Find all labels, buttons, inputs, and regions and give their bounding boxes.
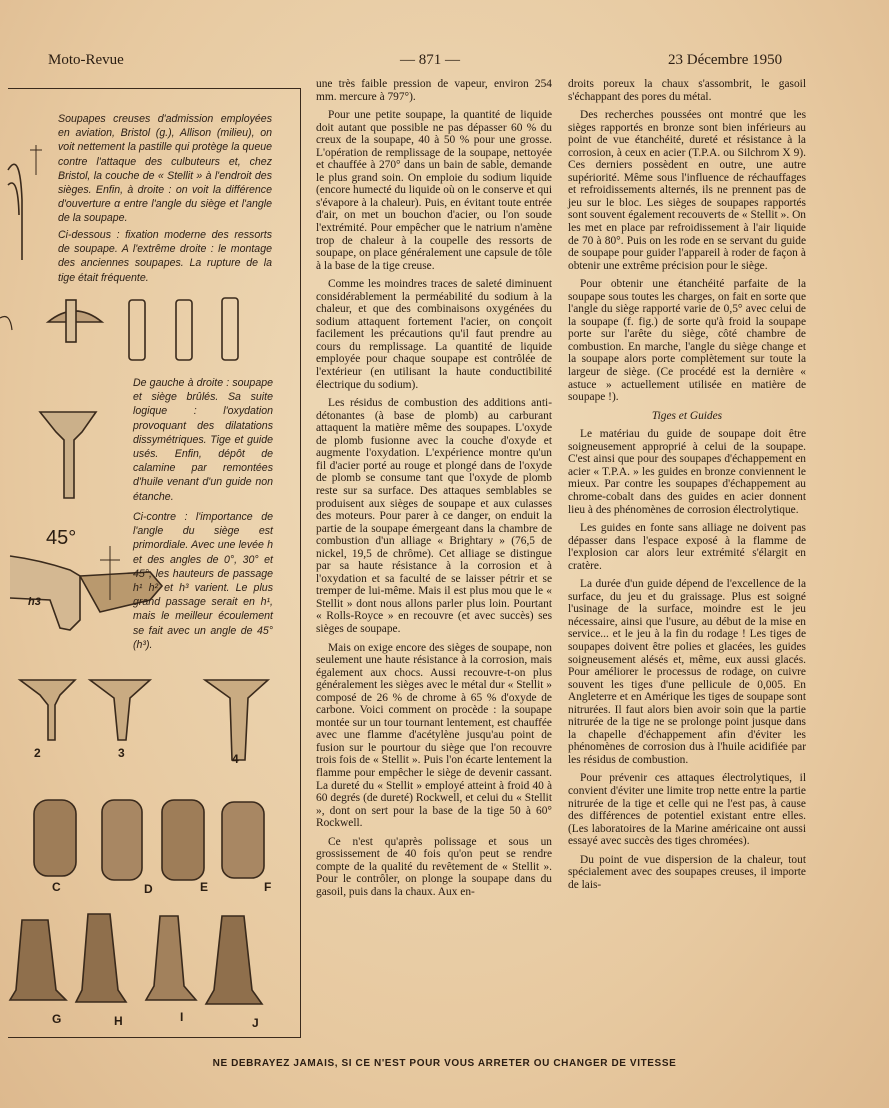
- fig-label-2: 2: [34, 746, 41, 760]
- fig-label-d: D: [144, 882, 153, 896]
- caption-spring-fixing: Ci-dessous : fixation moderne des ressorts de soupape. A l'extrême droite : le montage des anciennes soupapes. La rupture de la tige était fréquente.: [58, 229, 272, 284]
- fig-label-g: G: [52, 1012, 62, 1026]
- paragraph: Les guides en fonte sans alliage ne doivent pas dépasser dans l'espace exposé à la flamme de l'explosion car alors leur extrémité s'élargit en cratère.: [568, 522, 806, 572]
- paragraph: Ce n'est qu'après polissage et sous un grossissement de 40 fois qu'on peut se rendre compte de la qualité du revêtement de « Stellit ». Pour le contrôler, on plonge la soupape dans du gasoil, puis dans la chaux. Aux en-: [316, 835, 552, 898]
- journal-title: Moto-Revue: [48, 52, 124, 68]
- fig-label-i: I: [180, 1010, 184, 1024]
- fig-label-c: C: [52, 880, 61, 894]
- article-column-right: [568, 78, 806, 897]
- paragraph: Les résidus de combustion des additions anti-détonantes (à base de plomb) au carburant attaquent la matière même des soupapes. L'oxyde de plomb fusionne avec la couche d'oxyde et augmente l'oxydation. L'expérience montre qu'un fil d'acier porté au rouge et plongé dans de l'oxyde de plomb se consume tant que l'oxyde de plomb reste sur sa surface. Des attaques semblables se produisent aux sièges de soupape et aux culasses des moteurs. Pour parer à ce danger, on enduit la partie de la soupape émergeant dans la chambre de combustion d'un alliage « Brightary » (76,5 de nickel, 19,5 de chrôme). Cet alliage se distingue par sa haute résistance à la corrosion et à l'oxydation et sa faculté de se laisser pétrir et se tremper de lui-même. Mais il est plus mou que le « Stellit » dont nous allons parler plus loin. Pourtant « Rolls-Royce » en recouvre (et avec succès) ses sièges de soupape.: [316, 397, 552, 635]
- article-column-middle: [316, 78, 552, 904]
- caption-seat-angle: Ci-contre : l'importance de l'angle du siège est primordiale. Avec une levée h et des angles de 0°, 30° et 45°, les hauteurs de passage h¹ h² et h³ varient. Le plus grand passage serait en h¹, mais le meilleur écoulement se fait avec un angle de 45° (h³).: [133, 511, 273, 651]
- page-number: — 871 —: [400, 52, 460, 68]
- caption-burnt-valves: De gauche à droite : soupape et siège brûlés. Sa suite logique : l'oxydation provoquant des dilatations dissymétriques. Tige et guide usés. Enfin, dépôt de calamine par remontées d'huile venant d'un guide non étanche.: [133, 377, 273, 503]
- fig-label-4: 4: [232, 752, 239, 766]
- paragraph: La durée d'un guide dépend de l'excellence de la surface, du jeu et du graissage. Plus est soigné l'usinage de la surface, moindre est le jeu nécessaire, ainsi que l'usure, au début de la mise en service... et le jeu à la fin du rodage ! Les tiges de soupapes doivent être polies et glacées, les guides soigneusement alésés et, même, eux aussi glacés. Pour améliorer le processus de rodage, on cuivre souvent les tiges d'une pellicule de 0,005. En Angleterre et en Amérique les tiges de soupape sont nitrurées. Il faut alors bien avoir soin que la partie nitrurée de la tige ne se prolonge point jusque dans la chapelle d'échappement afin d'éviter les phénomènes de corrosion dus à l'huile acidifiée par les résidus de combustion.: [568, 578, 806, 766]
- fig-label-e: E: [200, 880, 209, 894]
- h3-label: h3: [28, 596, 41, 608]
- issue-date: 23 Décembre 1950: [668, 52, 783, 68]
- paragraph: Le matériau du guide de soupape doit être soigneusement approprié à celui de la soupape. C'est ainsi que pour des soupapes d'échappement en acier « T.P.A. » les guides en bronze conviennent le mieux. Par contre les soupapes d'échappement au chrome-cobalt dans des guides en acier donnent lieu à des phénomènes de corrosion électrolytique.: [568, 428, 806, 516]
- fig-label-j: J: [252, 1016, 259, 1030]
- caption-hollow-valves: Soupapes creuses d'admission employées en aviation, Bristol (g.), Allison (milieu), on voit nettement la pastille qui protège la queue contre l'attaque des culbuteurs et, chez Bristol, la couche de « Stellit » à l'endroit des sièges. Enfin, à droite : on voit la différence d'ouverture α entre l'angle du siège et l'angle de la soupape.: [58, 113, 272, 225]
- paragraph: Comme les moindres traces de saleté diminuent considérablement la perméabilité du sodium à la chaleur, et que des combinaisons oxygénées du sodium attaquent fortement l'acier, on conçoit facilement les précautions qu'il faut prendre au cours du remplissage. La quantité de liquide employée pour chaque soupape est contrôlée de l'extérieur (en utilisant la haute conductibilité électrique du sodium).: [316, 278, 552, 391]
- paragraph: Pour prévenir ces attaques électrolytiques, il convient d'éviter une limite trop nette entre la partie nitrurée de la tige et celle qui ne l'est pas, à cause des différences de potentiel existant entre elles. (Les laboratoires de la Marine américaine ont aussi essayé avec succès des tiges chromées).: [568, 772, 806, 848]
- paragraph: Du point de vue dispersion de la chaleur, tout spécialement avec des soupapes creuses, il importe de lais-: [568, 853, 806, 891]
- angle-45-label: 45°: [46, 527, 77, 549]
- section-heading: Tiges et Guides: [651, 409, 723, 422]
- paragraph: Pour une petite soupape, la quantité de liquide doit autant que possible ne pas dépasser 60 % du creux de la soupape, 40 à 50 % pour une grosse. L'opération de remplissage de la soupape, nettoyée et chauffée à 270° dans un bain de sable, demande le plus grand soin. On emploie du sodium liquide (encore humecté du liquide où on le conserve et qui s'évapore à la chaleur). Puis, en évitant toute entrée d'air, on met un bouchon d'acier, ou l'on soude l'extrémité. Pour empêcher que le natrium n'amène trop de chaleur à la coupelle des ressorts de soupape, on place généralement une capsule de tôle à la base de la tige creuse.: [316, 109, 552, 272]
- fig-label-3: 3: [118, 746, 125, 760]
- paragraph: une très faible pression de vapeur, environ 254 mm. mercure à 797°).: [316, 78, 552, 103]
- paragraph: Pour obtenir une étanchéité parfaite de la soupape sous toutes les charges, on fait en sorte que l'angle du siège rapporté varie de 0,5° avec celui de la soupape (f. fig.) de sorte qu'à froid la soupape porte sur l'arête du siège, côté chambre de combustion. En marche, l'angle du siège change et la soupape alors porte complètement sur toute la largeur de siège. (Ce procédé est la dernière « astuce » actuellement utilisée en matière de soupape !).: [568, 278, 806, 404]
- paragraph: Des recherches poussées ont montré que les sièges rapportés en bronze sont bien inférieurs au point de vue étanchéité, dureté et résistance à la corrosion, à ceux en acier (T.P.A. ou Silchrom X 9). Ces derniers possèdent en outre, une autre supériorité. Même sous l'influence de réchauffages et refroidissements alternés, ils ne prennent pas de jeu sur le bloc. Les sièges de soupapes rapportés sont souvent également recouverts de « Stellit ». On les met en place par refroidissement à l'air liquide de 70 à 80°. Puis on les rode en se servant du guide de soupape pour guider l'appareil à roder de façon à obtenir une extrême précision pour le siège.: [568, 109, 806, 272]
- fig-label-f: F: [264, 880, 272, 894]
- fig-label-h: H: [114, 1014, 123, 1028]
- footer-slogan: NE DEBRAYEZ JAMAIS, SI CE N'EST POUR VOUS ARRETER OU CHANGER DE VITESSE: [212, 1058, 677, 1069]
- paragraph: droits poreux la chaux s'assombrit, le gasoil s'échappant des pores du métal.: [568, 78, 806, 103]
- paragraph: Mais on exige encore des sièges de soupape, non seulement une haute résistance à la corrosion, mais également aux chocs. Aussi recouvre-t-on plus généralement les sièges avec le métal dur « Stellit » composé de 26 % de chrome à 65 % d'oxyde de carbone. Voici comment on procède : la soupape montée sur un tour tournant lentement, est chauffée avec une flamme d'acétylène jusqu'au point de fusion sur le pourtour du siège que l'on recouvre trois fois de « Stellit ». Puis l'on écarte lentement la flamme pour empêcher le siège de devenir cassant. La dureté du « Stellit » employé atteint à froid 40 à 60 degrés (de dureté) Rockwell, et celui du « Stellit », dont on sert pour la base de la tige 50 à 60° Rockwell.: [316, 641, 552, 830]
